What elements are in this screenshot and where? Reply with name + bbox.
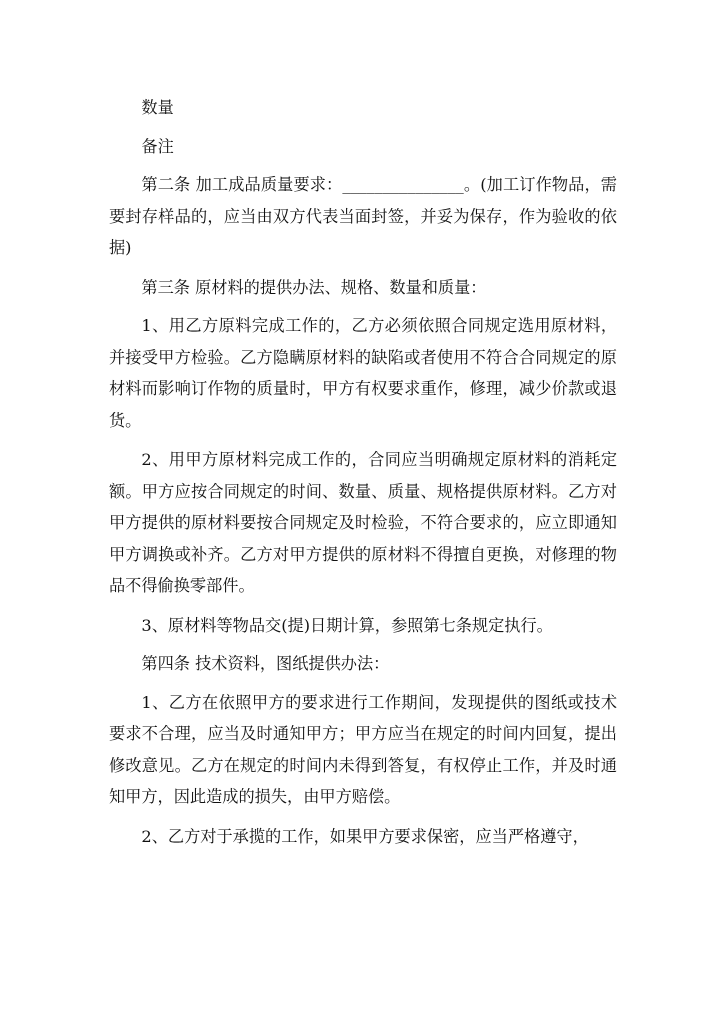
paragraph-article-2: 第二条 加工成品质量要求：_______________。(加工订作物品，需要封存样品的，应当由双方代表当面封签，并妥为保存，作为验收的依据) xyxy=(109,175,617,257)
paragraph-article-4-heading: 第四条 技术资料，图纸提供办法： xyxy=(141,654,390,673)
paragraph-article-3-heading: 第三条 原材料的提供办法、规格、数量和质量： xyxy=(141,277,487,297)
paragraph-remarks: 备注 xyxy=(141,136,174,156)
paragraph-article-3-item-2: 2、用甲方原材料完成工作的，合同应当明确规定原材料的消耗定额。甲方应按合同规定的时间、数量、质量、规格提供原材料。乙方对甲方提供的原材料要按合同规定及时检验，不符合要求的，应立即通知甲方调换或补齐。乙方对甲方提供的原材料不得擅自更换，对修理的物品不得偷换零部件。 xyxy=(109,450,617,595)
paragraph-article-4-item-2: 2、乙方对于承揽的工作，如果甲方要求保密，应当严格遵守， xyxy=(141,826,589,846)
paragraph-article-4-item-1: 1、乙方在依照甲方的要求进行工作期间，发现提供的图纸或技术要求不合理，应当及时通知甲方；甲方应当在规定的时间内回复，提出修改意见。乙方在规定的时间内未得到答复，有权停止工作，并及时通知甲方，因此造成的损失，由甲方赔偿。 xyxy=(109,692,617,806)
document-page xyxy=(109,92,617,860)
paragraph-article-3-item-3: 3、原材料等物品交(提)日期计算，参照第七条规定执行。 xyxy=(141,615,553,635)
paragraph-article-3-item-1: 1、用乙方原料完成工作的，乙方必须依照合同规定选用原材料，并接受甲方检验。乙方隐瞒原材料的缺陷或者使用不符合合同规定的原材料而影响订作物的质量时，甲方有权要求重作，修理，减少价款或退货。 xyxy=(109,316,617,430)
paragraph-quantity: 数量 xyxy=(141,98,174,117)
